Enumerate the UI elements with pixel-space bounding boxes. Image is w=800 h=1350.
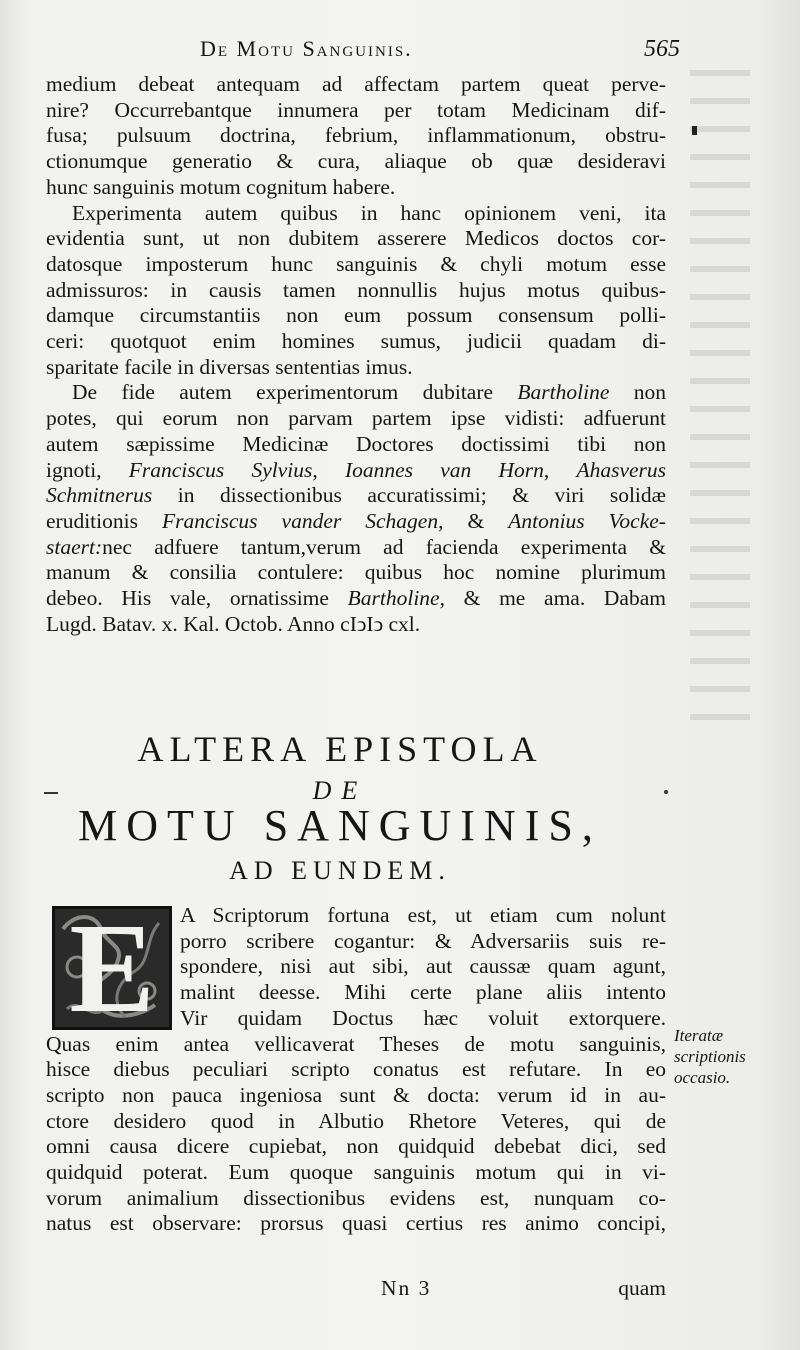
text-line: fusa; pulsuum doctrina, febrium, inflammationum, obstru- (46, 123, 666, 148)
marginal-note (674, 1025, 774, 1088)
paragraph-1 (46, 72, 666, 201)
text-line: hisce diebus peculiari scripto conatus est refutare. In eo (46, 1057, 666, 1082)
text-line: staert:nec adfuere tantum,verum ad facienda experimenta & (46, 534, 666, 559)
text-line: medium debeat antequam ad affectam partem queat perve- (46, 72, 666, 96)
text-line: ctore desidero quod in Albutio Rhetore Veteres, qui de (46, 1108, 666, 1133)
text-line: porro scribere cogantur: & Adversariis suis re- (180, 928, 666, 953)
text-line: potes, qui eorum non parvam partem ipse vidisti: adfuerunt (46, 406, 666, 431)
signature-mark: Nn 3 (381, 1276, 432, 1300)
text-line: admissuros: in causis tamen nonnullis hujus motus quibus- (46, 277, 666, 302)
text-line: Quas enim antea vellicaverat Theses de motu sanguinis, (46, 1031, 666, 1056)
marginal-note-line: scriptionis (674, 1047, 746, 1066)
margin-mark (692, 126, 697, 135)
text-line: scripto non pauca ingeniosa sunt & docta: verum id in au- (46, 1082, 666, 1107)
show-through-text (690, 70, 790, 830)
page-header (200, 36, 680, 68)
text-line: eruditionis Franciscus vander Schagen, & Antonius Vocke- (46, 508, 666, 533)
text-line: De fide autem experimentorum dubitare Bartholine non (72, 380, 667, 405)
initial-adjacent-lines (46, 897, 666, 1039)
text-line: autem sæpissime Medicinæ Doctores doctissimi tibi non (46, 431, 666, 456)
catchword: quam (618, 1276, 666, 1300)
text-line: damque circumstantiis non eum possum consensum polli- (46, 303, 666, 328)
marginal-note-line: Iteratæ (674, 1026, 724, 1045)
text-line: datosque imposterum hunc sanguinis & chyli motum esse (46, 251, 666, 276)
ornament-dash (44, 792, 58, 794)
text-line: ignoti, Franciscus Sylvius, Ioannes van Horn, Ahasverus (46, 457, 667, 482)
text-line: manum & consilia contulere: quibus hoc nomine plurimum (46, 560, 666, 585)
ornament-dot (664, 790, 668, 794)
text-line: Vir quidam Doctus hæc voluit extorquere. (180, 1005, 666, 1030)
heading-de: DE (312, 776, 368, 805)
heading-altera-epistola: ALTERA EPISTOLA (137, 729, 543, 769)
text-line: ceri: quotquot enim homines sumus, judicii quadam di- (46, 329, 666, 354)
initial-letter: E (69, 897, 155, 1039)
heading-motu-sanguinis: MOTU SANGUINIS, (78, 801, 602, 850)
text-line: evidentia sunt, ut non dubitem asserere Medicos doctos cor- (46, 226, 666, 251)
page-number: 565 (644, 36, 680, 62)
text-line: omni causa dicere cupiebat, non quidquid debebat dici, sed (46, 1134, 666, 1159)
text-line: quidquid poterat. Eum quoque sanguinis motum qui in vi- (46, 1160, 666, 1185)
running-title: De Motu Sanguinis. (200, 36, 413, 61)
heading-ad-eundem: AD EUNDEM. (229, 856, 451, 885)
text-line: debeo. His vale, ornatissime Bartholine, & me ama. Dabam (46, 586, 666, 611)
text-line: spondere, nisi aut sibi, aut caussæ quam agunt, (180, 954, 666, 979)
marginal-note-line: occasio. (674, 1068, 731, 1087)
full-width-lines (46, 1032, 666, 1238)
text-line: vorum animalium dissectionibus evidens est, nunquam co- (46, 1185, 666, 1210)
text-line: nire? Occurrebantque innumera per totam Medicinam dif- (46, 97, 666, 122)
text-line: malint deesse. Mihi certe plane aliis intento (180, 980, 666, 1005)
paragraph-3 (46, 380, 666, 637)
text-line: ctionumque generatio & cura, aliaque ob quæ desideravi (46, 149, 666, 174)
paragraph-2 (46, 201, 666, 381)
text-line: Experimenta autem quibus in hanc opinionem veni, ita (72, 200, 666, 225)
page-footer (46, 1276, 666, 1306)
text-line: hunc sanguinis motum cognitum habere. (46, 174, 396, 199)
text-line: Schmitnerus in dissectionibus accuratissimi; & viri solidæ (46, 483, 666, 508)
text-line: A Scriptorum fortuna est, ut etiam cum nolunt (180, 903, 666, 927)
second-letter-body (46, 897, 666, 1237)
text-line: natus est observare: prorsus quasi certius res animo concipi, (46, 1211, 666, 1236)
text-line: sparitate facile in diversas sententias imus. (46, 354, 413, 379)
text-line: Lugd. Batav. x. Kal. Octob. Anno cIↄIↄ cxl. (46, 611, 421, 636)
letter-body (46, 72, 666, 637)
